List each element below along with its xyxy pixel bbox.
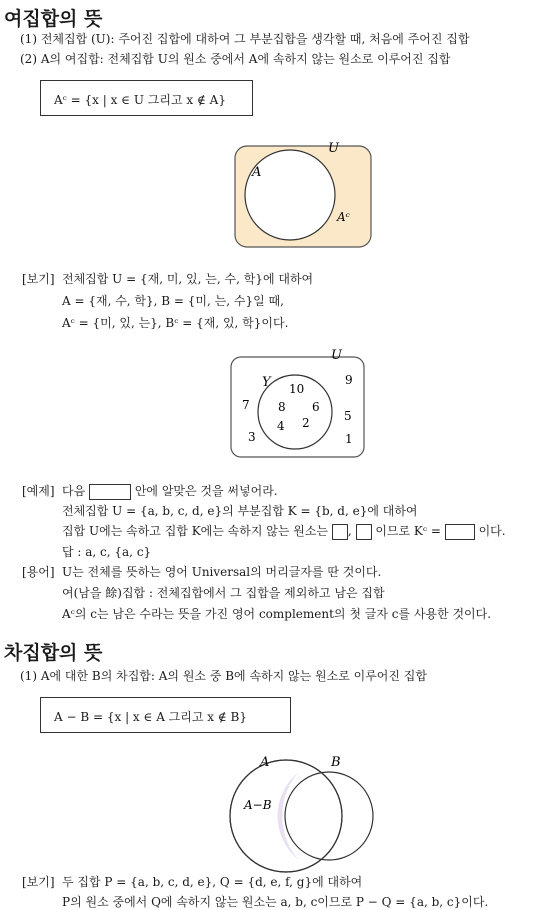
exercise-text: 안에 알맞은 것을 써넣어라. <box>134 484 278 498</box>
set-b-circle <box>285 772 373 860</box>
element: 8 <box>278 400 286 414</box>
element: 4 <box>277 419 285 433</box>
terms-line: U는 전체를 뜻하는 영어 Universal의 머리글자를 딴 것이다. <box>62 565 382 579</box>
a-minus-b-fill <box>278 772 299 860</box>
difference-label: A−B <box>244 798 272 812</box>
example2-line: P의 원소 중에서 Q에 속하지 않는 원소는 a, b, c이므로 P − Q = {a, b, c}이다. <box>62 895 489 909</box>
section-title-complement: 여집합의 뜻 <box>4 8 103 30</box>
exercise-text: , <box>347 524 352 538</box>
terms-line: 여(남을 餘)집합 : 전체집합에서 그 집합을 제외하고 남은 집합 <box>62 586 385 600</box>
definition-difference: (1) A에 대한 B의 차집합: A의 원소 중 B에 속하지 않는 원소로 이루어진 집합 <box>20 669 427 683</box>
example-line: 전체집합 U = {재, 미, 있, 는, 수, 학}에 대하여 <box>62 272 314 286</box>
terms-tag: [용어] <box>22 565 55 579</box>
complement-label: Aᶜ <box>337 210 350 224</box>
difference-formula-box <box>40 697 291 733</box>
definition-universal-set: (1) 전체집합 (U): 주어진 집합에 대하여 그 부분집합을 생각할 때, 처음에 주어진 집합 <box>20 32 470 46</box>
example-line: Aᶜ = {미, 있, 는}, Bᶜ = {재, 있, 학}이다. <box>62 316 289 330</box>
complement-formula: Aᶜ = {x | x ∈ U 그리고 x ∉ A} <box>54 93 226 107</box>
example-tag: [보기] <box>22 272 55 286</box>
terms-line: Aᶜ의 c는 남은 수라는 뜻을 가진 영어 complement의 첫 글자 c를 사용한 것이다. <box>62 607 492 621</box>
element: 1 <box>345 432 353 446</box>
example2-tag: [보기] <box>22 875 55 889</box>
exercise-text: 집합 U에는 속하고 집합 K에는 속하지 않는 원소는 <box>62 524 329 538</box>
exercise-line: 전체집합 U = {a, b, c, d, e}의 부분집합 K = {b, d, e}에 대하여 <box>62 504 418 518</box>
venn-complement <box>235 141 371 247</box>
set-a-label: A <box>252 165 262 180</box>
section-title-difference: 차집합의 뜻 <box>4 642 103 664</box>
definition-complement: (2) A의 여집합: 전체집합 U의 원소 중에서 A에 속하지 않는 원소로 이루어진 집합 <box>20 52 451 66</box>
exercise-text: 다음 <box>62 484 86 498</box>
element: 9 <box>345 373 353 387</box>
element: 6 <box>312 400 320 414</box>
set-a-circle <box>245 150 335 240</box>
exercise-text: 이다. <box>478 524 506 538</box>
exercise-answer: 답 : a, c, {a, c} <box>62 545 152 559</box>
element: 5 <box>344 409 352 423</box>
element: 7 <box>242 398 250 412</box>
set-b-label: B <box>331 755 341 770</box>
answer-blank <box>356 524 372 540</box>
exercise-text: 이므로 Kᶜ = <box>375 524 441 538</box>
answer-blank <box>445 524 475 540</box>
set-a-label: A <box>260 755 270 770</box>
answer-blank <box>332 524 348 540</box>
answer-blank <box>89 484 131 500</box>
venn-difference <box>230 755 373 872</box>
exercise-tag: [예제] <box>22 484 55 498</box>
example-line: A = {재, 수, 학}, B = {미, 는, 수}일 때, <box>62 294 284 308</box>
exercise-instruction <box>62 482 278 500</box>
universe-label: U <box>331 348 342 363</box>
example2-line: 두 집합 P = {a, b, c, d, e}, Q = {d, e, f, g}에 대하여 <box>62 875 363 889</box>
difference-formula: A − B = {x | x ∈ A 그리고 x ∉ B} <box>54 710 248 724</box>
element: 10 <box>289 382 305 396</box>
venn-example <box>231 348 364 457</box>
element: 2 <box>302 416 310 430</box>
set-y-label: Y <box>262 375 271 390</box>
exercise-question <box>62 522 506 540</box>
element: 3 <box>248 430 256 444</box>
universe-label: U <box>328 141 339 156</box>
